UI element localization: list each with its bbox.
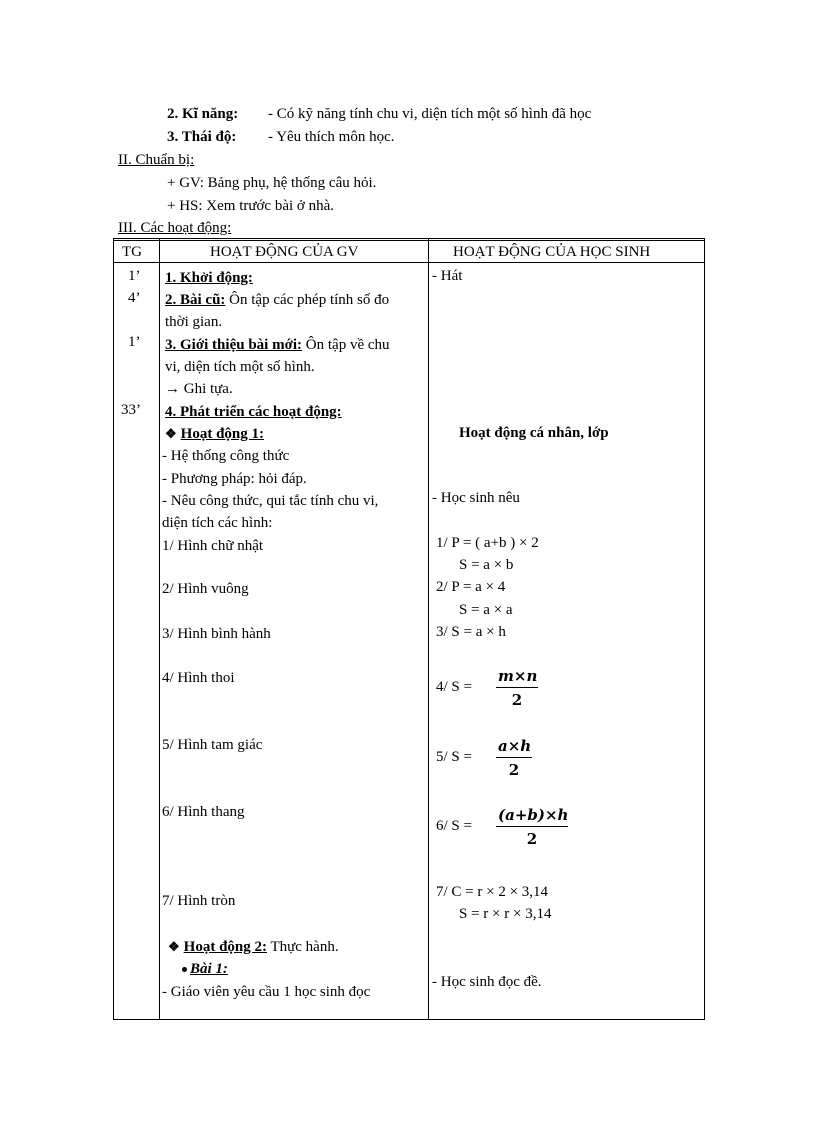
hs-hat: - Hát [432,268,463,284]
gv-shape-7: 7/ Hình tròn [162,893,236,909]
diamond-icon: ❖ [168,939,180,954]
tg-2: 4’ [128,290,141,306]
hs-f6-den: 2 [526,830,538,848]
gv-s3-text2: vi, diện tích một số hình. [165,359,315,375]
diamond-icon: ❖ [165,426,177,441]
attitude-label: 3. Thái độ: [167,129,237,145]
hs-f7b: S = r × r × 3,14 [459,906,552,922]
gv-hd2-text: Thực hành. [267,939,339,955]
hs-f3: 3/ S = a × h [436,624,506,640]
gv-shape-3: 3/ Hình bình hành [162,626,271,642]
gv-hd1-l2: - Phương pháp: hỏi đáp. [162,471,307,487]
gv-shape-1: 1/ Hình chữ nhật [162,538,264,554]
hs-f5-fraction [496,737,532,779]
hs-f4-fraction [496,667,538,709]
hs-neu: - Học sinh nêu [432,490,520,506]
activities-title: III. Các hoạt động: [118,220,232,236]
hs-f6-num: (a+b)×h [498,806,569,824]
gv-hd1 [165,426,264,443]
hs-f1a: 1/ P = ( a+b ) × 2 [436,535,539,551]
gv-s3 [165,337,390,354]
hs-doc-de: - Học sinh đọc đề. [432,974,542,990]
gv-shape-2: 2/ Hình vuông [162,581,249,597]
hs-f4-num: m×n [498,667,538,685]
hs-f2b: S = a × a [459,602,513,618]
gv-s2 [165,292,389,309]
skills-label: 2. Kĩ năng: [167,106,239,122]
gv-s2-text: Ôn tập các phép tính số đo [225,292,390,308]
gv-shape-6: 6/ Hình thang [162,804,245,820]
bullet-icon [182,967,187,972]
prep-gv: + GV: Bảng phụ, hệ thống câu hỏi. [167,175,377,191]
gv-hd1-l3: - Nêu công thức, qui tắc tính chu vi, [162,493,379,509]
gv-hd2-label: Hoạt động 2: [183,939,267,955]
gv-hd1-l4: diện tích các hình: [162,515,273,531]
gv-hd1-l1: - Hệ thống công thức [162,448,290,464]
gv-hd1-label: Hoạt động 1: [180,426,264,442]
header-gv: HOẠT ĐỘNG CỦA GV [210,244,359,260]
skills-text: - Có kỹ năng tính chu vi, diện tích một số hình đã học [268,106,592,122]
tg-4: 33’ [121,402,141,418]
hs-f2a: 2/ P = a × 4 [436,579,506,595]
hs-hd-title: Hoạt động cá nhân, lớp [459,425,609,441]
header-tg: TG [122,244,142,260]
header-hs: HOẠT ĐỘNG CỦA HỌC SINH [453,244,651,260]
gv-last-line: - Giáo viên yêu cầu 1 học sinh đọc [162,984,371,1000]
attitude-text: - Yêu thích môn học. [268,129,395,145]
hs-f5-den: 2 [508,761,520,779]
hs-f6-fraction [496,806,568,848]
gv-s2-label: 2. Bài cũ: [165,292,226,308]
hs-f7a: 7/ C = r × 2 × 3,14 [436,884,549,900]
gv-s4-label: 4. Phát triển các hoạt động: [165,404,342,420]
prep-title: II. Chuẩn bị: [118,152,195,168]
hs-f5-num: a×h [498,737,532,755]
tg-1: 1’ [128,268,141,284]
gv-shape-4: 4/ Hình thoi [162,670,235,686]
gv-s3-label: 3. Giới thiệu bài mới: [165,337,303,353]
gv-hd2 [168,939,339,956]
gv-bai1 [182,961,228,978]
gv-s1-label: 1. Khởi động: [165,270,253,286]
tg-3: 1’ [128,334,141,350]
prep-hs: + HS: Xem trước bài ở nhà. [167,198,335,214]
gv-s3-text: Ôn tập về chu [302,337,390,353]
hs-f5-prefix: 5/ S = [436,749,472,765]
gv-bai1-label: Bài 1: [190,961,228,977]
gv-s3-arrow: → Ghi tựa. [165,381,233,397]
hs-f4-prefix: 4/ S = [436,679,472,695]
hs-f1b: S = a × b [459,557,514,573]
gv-s2-text2: thời gian. [165,314,223,330]
hs-f4-den: 2 [511,691,523,709]
gv-shape-5: 5/ Hình tam giác [162,737,263,753]
hs-f6-prefix: 6/ S = [436,818,472,834]
